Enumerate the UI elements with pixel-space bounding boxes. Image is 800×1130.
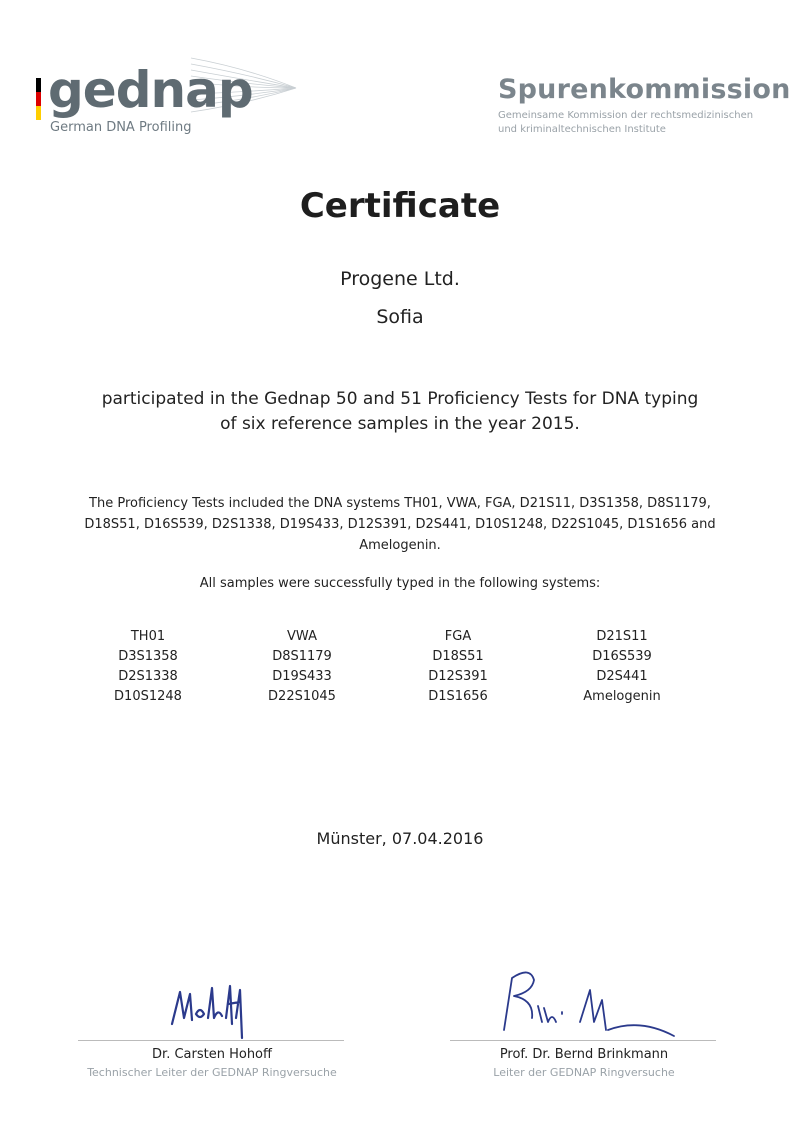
gednap-subtitle: German DNA Profiling [50,120,192,135]
organization-city: Sofia [376,306,424,328]
system-cell: FGA [444,629,472,644]
system-cell: D12S391 [428,669,488,684]
system-cell: D1S1656 [428,689,488,704]
system-cell: D10S1248 [114,689,182,704]
system-cell: D8S1179 [272,649,332,664]
spurenkommission-subtitle-2: und kriminaltechnischen Institute [498,124,666,135]
signer-right-name: Prof. Dr. Bernd Brinkmann [499,1047,669,1062]
systems-text-1: The Proficiency Tests included the DNA systems TH01, VWA, FGA, D21S11, D3S1358, D8S1179, [89,496,711,511]
signer-left-name: Dr. Carsten Hohoff [152,1047,272,1062]
system-cell: Amelogenin [583,689,661,704]
spurenkommission-subtitle-1: Gemeinsame Kommission der rechtsmedizinischen [498,110,754,121]
typed-systems-column [232,627,372,707]
place-and-date: Münster, 07.04.2016 [316,829,484,848]
systems-text-2: D18S51, D16S539, D2S1338, D19S433, D12S391, D2S441, D10S1248, D22S1045, D1S1656 and [84,517,716,532]
system-cell: D2S441 [596,669,648,684]
signer-left-role: Technischer Leiter der GEDNAP Ringversuche [87,1066,337,1079]
systems-text-3: Amelogenin. [359,538,441,553]
typed-systems-column [78,627,218,707]
gednap-logo [36,56,296,146]
signature-hohoff [160,978,270,1048]
system-cell: D18S51 [432,649,484,664]
system-cell: D3S1358 [118,649,178,664]
system-cell: D2S1338 [118,669,178,684]
typed-systems-column [552,627,692,707]
signature-line-right [450,1040,716,1041]
system-cell: TH01 [130,629,166,644]
signature-brinkmann [490,960,690,1050]
system-cell: D16S539 [592,649,652,664]
participation-text-2: of six reference samples in the year 2015. [220,414,580,434]
typed-systems-column [388,627,528,707]
system-cell: D22S1045 [268,689,336,704]
typed-systems-intro: All samples were successfully typed in the following systems: [199,576,601,591]
organization-name: Progene Ltd. [340,268,460,290]
german-flag-icon [36,78,41,120]
system-cell: D21S11 [596,629,648,644]
signer-right-role: Leiter der GEDNAP Ringversuche [493,1066,675,1079]
certificate-title: Certificate [299,186,501,226]
system-cell: D19S433 [272,669,332,684]
spurenkommission-title: Spurenkommission [498,74,791,105]
signature-line-left [78,1040,344,1041]
participation-text-1: participated in the Gednap 50 and 51 Proficiency Tests for DNA typing [101,389,699,409]
gednap-wordmark: gednap [48,61,253,119]
system-cell: VWA [287,629,317,644]
